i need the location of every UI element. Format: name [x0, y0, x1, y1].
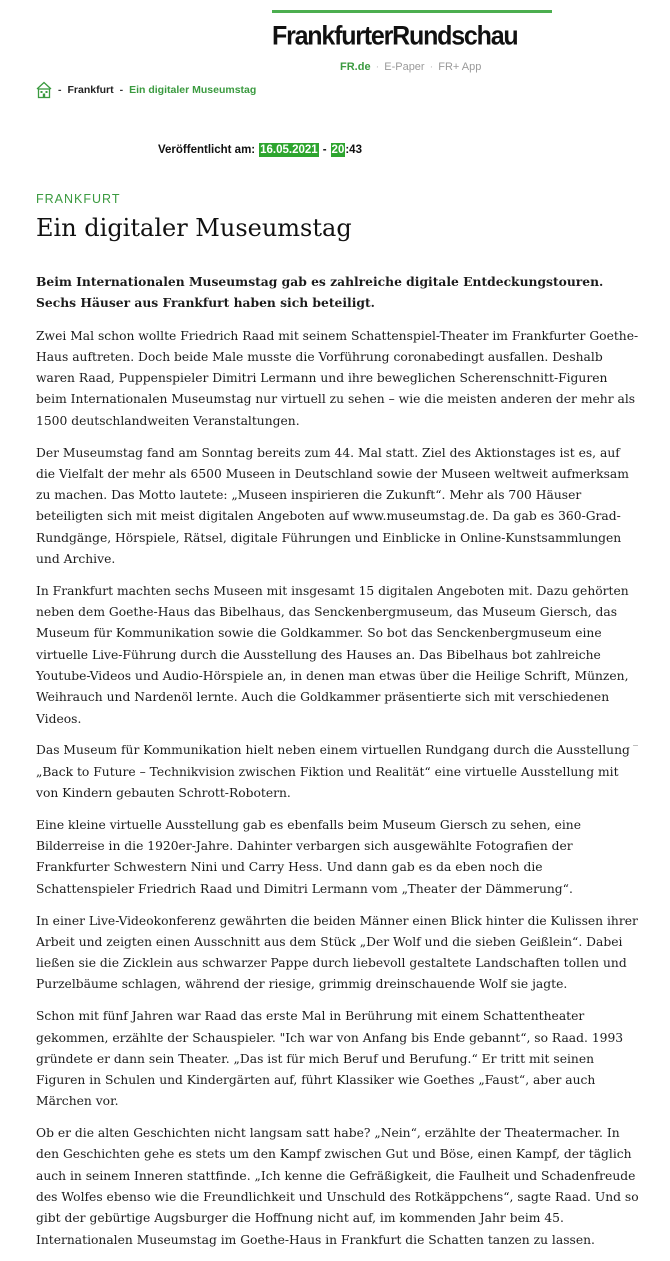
article-paragraph: In einer Live-Videokonferenz gewährten die beiden Männer einen Blick hinter die Kulissen ihrer Arbeit und zeigten einen Ausschnitt aus dem Stück „Der Wolf und die sieben Geißlein“. Dabei ließen sie die Zicklein aus schwarzer Pappe durch liebevoll gestaltete Landschaften tollen und Purzelbäume schlagen, während der riesige, grimmig dreinschauende Wolf sie jagte.: [36, 913, 638, 992]
breadcrumb-item-current[interactable]: Ein digitaler Museumstag: [129, 84, 257, 96]
breadcrumb: [36, 81, 256, 99]
article-paragraph: Ob er die alten Geschichten nicht langsam satt habe? „Nein“, erzählte der Theatermacher. In den Geschichten gehe es stets um den Kampf zwischen Gut und Böse, einen Kampf, der täglich auch in seinem Inneren stattfinde. „Ich kenne die Gefräßigkeit, die Faulheit und Schadenfreude des Wolfes ebenso wie die Freundlichkeit und Unschuld des Rotkäppchens“, sagte Raad. Und so gibt der gebürtige Augsburger die Hoffnung nicht auf, im kommenden Jahr beim 45. Internationalen Museumstag im Goethe-Haus in Frankfurt die Schatten tanzen zu lassen.: [36, 1126, 639, 1247]
article-paragraph: Zwei Mal schon wollte Friedrich Raad mit seinem Schattenspiel-Theater im Frankfurter Goethe-Haus auftreten. Doch beide Male musste die Vorführung coronabedingt ausfallen. Deshalb waren Raad, Puppenspieler Dimitri Lermann und ihre beweglichen Scherenschnitt-Figuren beim Internationalen Museumstag nur virtuell zu sehen – wie die meisten anderen der mehr als 1500 deutschlandweiten Veranstaltungen.: [36, 328, 639, 428]
article-kicker[interactable]: FRANKFURT: [36, 192, 121, 206]
article-body: [36, 271, 642, 1261]
publish-label: Veröffentlicht am:: [158, 144, 256, 156]
article-paragraph: In Frankfurt machten sechs Museen mit insgesamt 15 digitalen Angeboten mit. Dazu gehörten neben dem Goethe-Haus das Bibelhaus, das Senckenbergmuseum, das Museum Giersch, das Museum für Kommunikation sowie die Goldkammer. So bot das Senckenbergmuseum eine virtuelle Live-Führung durch die Ausstellung des Hauses an. Das Bibelhaus bot zahlreiche Youtube-Videos und Audio-Hörspiele an, in denen man etwas über die Heilige Schrift, Münzen, Weihrauch und Nardenöl lernte. Auch die Goldkammer präsentierte sich mit verschiedenen Videos.: [36, 583, 629, 726]
article-lead: Beim Internationalen Museumstag gab es zahlreiche digitale Entdeckungstouren. Sechs Häuser aus Frankfurt haben sich beteiligt.: [36, 274, 604, 311]
site-logo[interactable]: FrankfurterRundschau: [272, 21, 518, 51]
masthead: [272, 10, 552, 50]
publish-date: 16.05.2021: [260, 144, 318, 156]
publish-info: [158, 143, 362, 157]
publish-minute: :43: [345, 144, 362, 156]
breadcrumb-item-frankfurt[interactable]: Frankfurt: [67, 84, 114, 96]
link-fr-de[interactable]: FR.de: [340, 61, 371, 73]
article-paragraph: Schon mit fünf Jahren war Raad das erste Mal in Berührung mit einem Schattentheater gekommen, erzählte der Schauspieler. "Ich war von Anfang bis Ende gebannt“, so Raad. 1993 gründete er dann sein Theater. „Das ist für mich Beruf und Berufung.“ Er tritt mit seinen Figuren in Schulen und Kindergärten auf, führt Klassiker wie Goethes „Faust“, aber auch Märchen vor.: [36, 1009, 624, 1109]
publish-separator: -: [322, 144, 327, 156]
article-paragraph: Das Museum für Kommunikation hielt neben einem virtuellen Rundgang durch die Ausstellung „Back to Future – Technikvision zwischen Fiktion und Realität“ eine virtuelle Ausstellung mit von Kindern gebauten Schrott-Robotern.: [36, 743, 630, 801]
separator: ·: [429, 61, 434, 73]
breadcrumb-separator: -: [119, 84, 124, 96]
header-links: [340, 61, 481, 73]
article-title: Ein digitaler Museumstag: [36, 214, 352, 242]
separator: ·: [375, 61, 380, 73]
article-paragraph: Eine kleine virtuelle Ausstellung gab es ebenfalls beim Museum Giersch zu sehen, eine Bilderreise in die 1920er-Jahre. Dahinter verbargen sich ausgewählte Fotografien der Frankfurter Schwestern Nini und Carry Hess. Und dann gab es da eben noch die Schattenspieler Friedrich Raad und Dimitri Lermann vom „Theater der Dämmerung“.: [36, 817, 581, 896]
breadcrumb-separator: -: [58, 84, 62, 96]
masthead-bar: [272, 10, 552, 13]
link-fr-plus-app[interactable]: FR+ App: [438, 61, 482, 73]
home-icon[interactable]: [36, 81, 52, 99]
article-paragraph: Der Museumstag fand am Sonntag bereits zum 44. Mal statt. Ziel des Aktionstages ist es, auf die Vielfalt der mehr als 6500 Museen in Deutschland sowie der Museen weltweit aufmerksam zu machen. Das Motto lautete: „Museen inspirieren die Zukunft“. Mehr als 700 Häuser beteiligten sich mit meist digitalen Angeboten auf www.museumstag.de. Da gab es 360-Grad-Rundgänge, Hörspiele, Rätsel, digitale Führungen und Einblicke in Online-Kunstsammlungen und Archive.: [36, 445, 629, 567]
link-e-paper[interactable]: E-Paper: [384, 61, 425, 73]
publish-hour: 20: [331, 144, 345, 156]
divider: [633, 745, 638, 746]
